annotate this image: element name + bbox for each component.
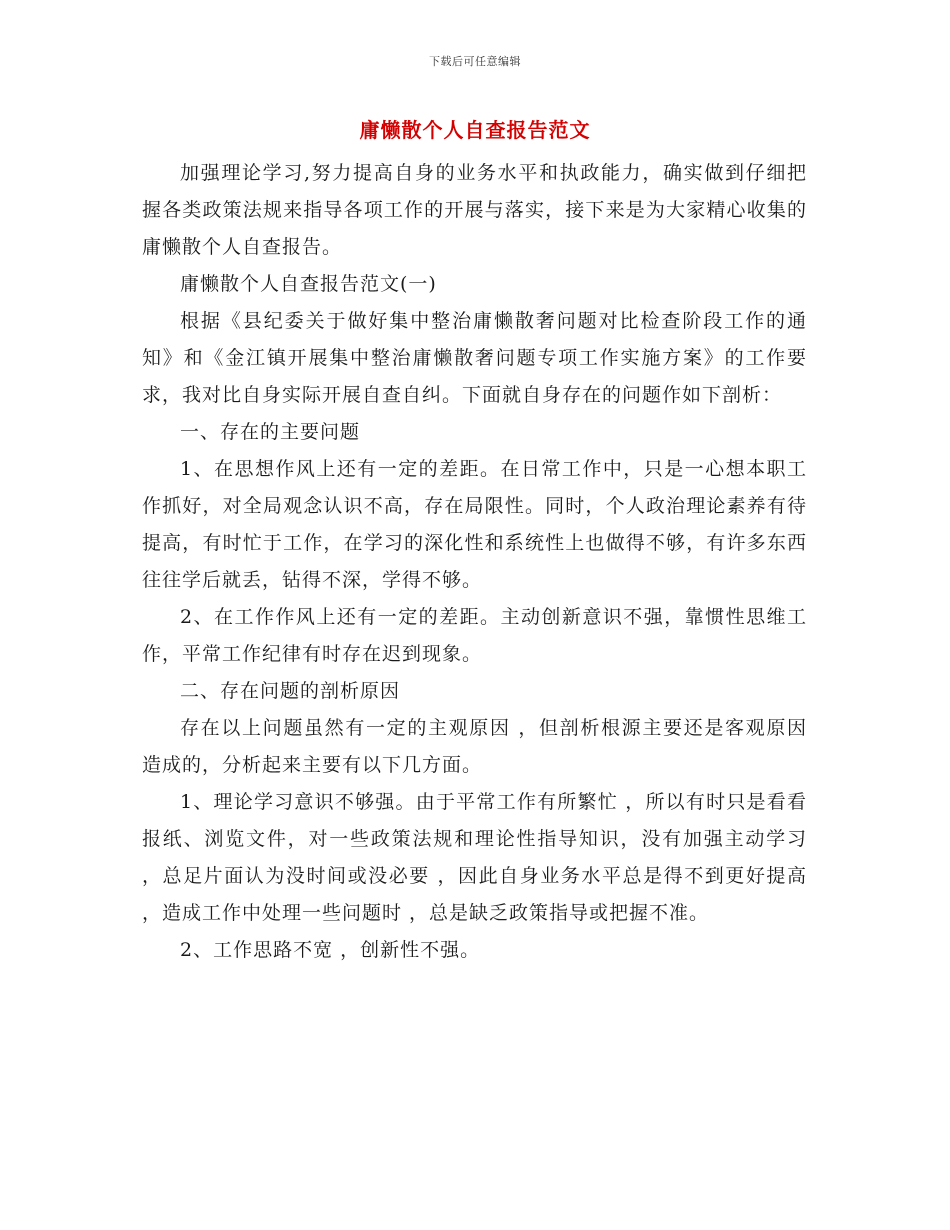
paragraph-problem-2: 2、在工作作风上还有一定的差距。主动创新意识不强，靠惯性思维工作，平常工作纪律有时存在迟到现象。 — [142, 606, 807, 665]
paragraph-problem-1: 1、在思想作风上还有一定的差距。在日常工作中，只是一心想本职工作抓好，对全局观念认识不高，存在局限性。同时，个人政治理论素养有待提高，有时忙于工作，在学习的深化性和系统性上也做得不够，有许多东西往往学后就丢，钻得不深，学得不够。 — [142, 458, 807, 591]
document-title: 庸懒散个人自查报告范文 — [359, 118, 591, 142]
section-heading-causes: 二、存在问题的剖析原因 — [180, 680, 401, 702]
paragraph-causes-intro: 存在以上问题虽然有一定的主观原因 ，但剖析根源主要还是客观原因造成的，分析起来主要有以下几方面。 — [142, 717, 807, 776]
document-body — [142, 155, 807, 969]
paragraph-subtitle: 庸懒散个人自查报告范文(一) — [180, 273, 437, 295]
paragraph-cause-1: 1、理论学习意识不够强。由于平常工作有所繁忙 ，所以有时只是看看报纸、浏览文件，对一些政策法规和理论性指导知识，没有加强主动学习 ，总足片面认为没时间或没必要 ，因此自身业务水平总是得不到更好提高 ，造成工作中处理一些问题时 ，总是缺乏政策指导或把握不准。 — [142, 791, 807, 924]
paragraph-cause-2: 2、工作思路不宽 ，创新性不强。 — [180, 939, 481, 961]
header-note: 下载后可任意编辑 — [429, 55, 521, 68]
paragraph-intro: 加强理论学习,努力提高自身的业务水平和执政能力，确实做到仔细把握各类政策法规来指导各项工作的开展与落实，接下来是为大家精心收集的庸懒散个人自查报告。 — [142, 162, 807, 258]
paragraph-basis: 根据《县纪委关于做好集中整治庸懒散奢问题对比检查阶段工作的通知》和《金江镇开展集中整治庸懒散奢问题专项工作实施方案》的工作要求，我对比自身实际开展自查自纠。下面就自身存在的问题作如下剖析： — [142, 310, 807, 406]
section-heading-main-problems: 一、存在的主要问题 — [180, 421, 361, 443]
